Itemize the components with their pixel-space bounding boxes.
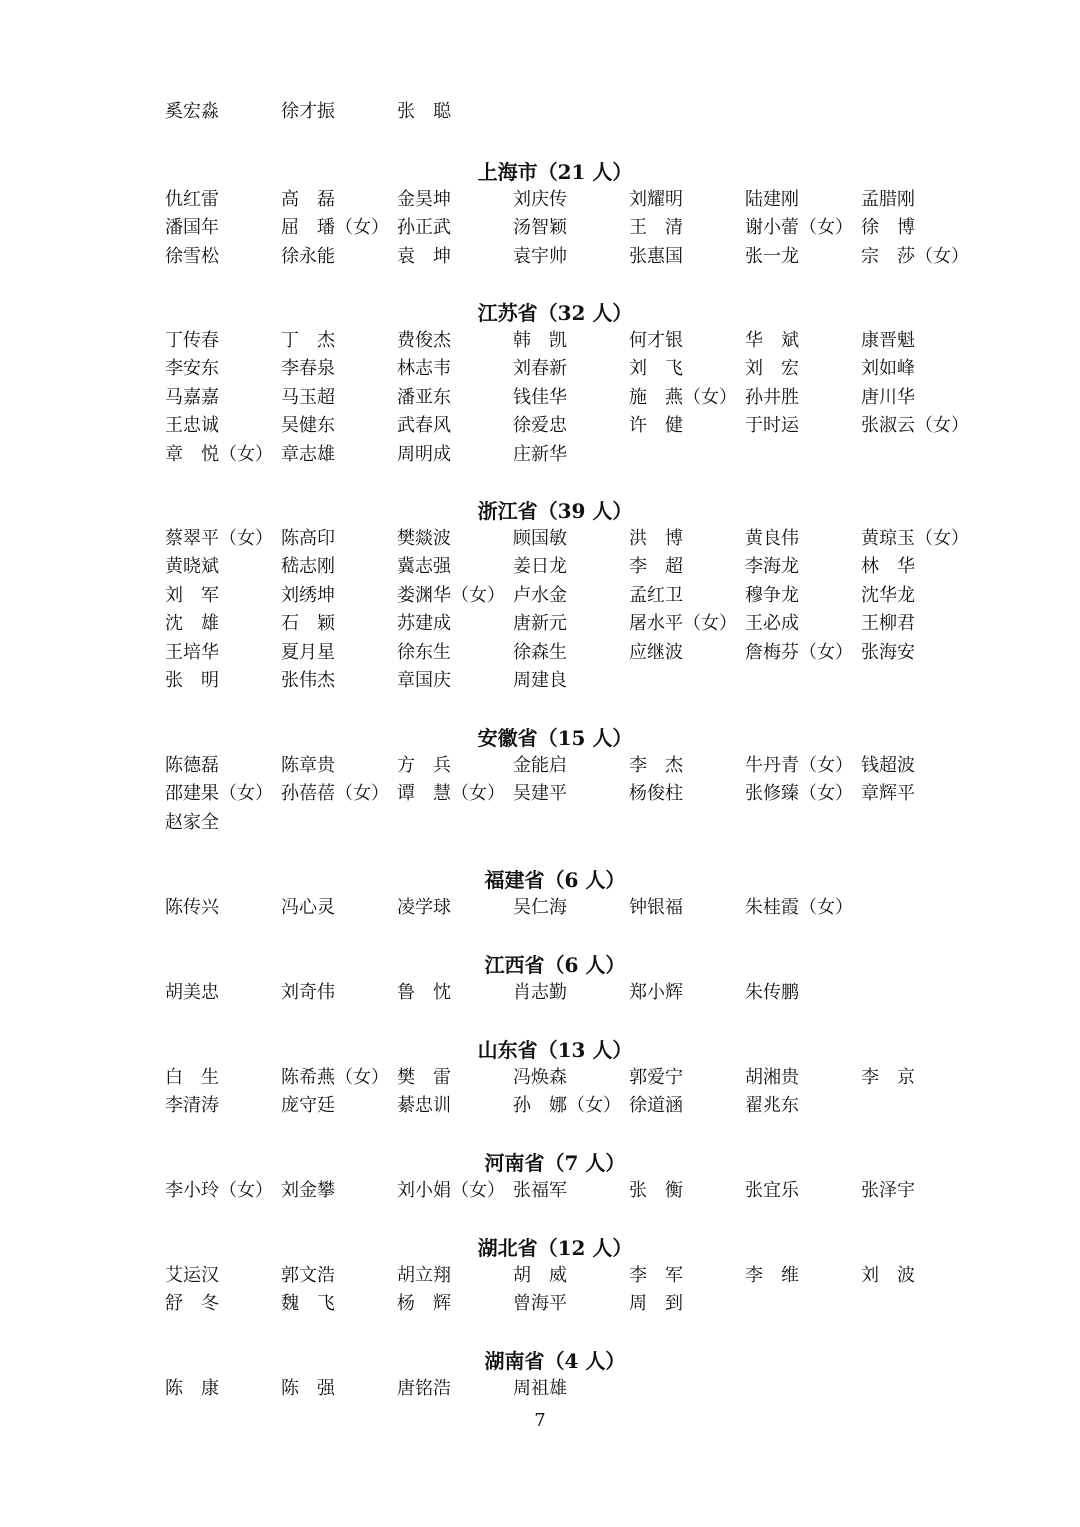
province-section [0, 299, 1080, 469]
person-name: 孙蓓蓓（女） [281, 783, 389, 805]
person-name: 刘小娟（女） [397, 1180, 505, 1201]
person-name: 仇红雷 [165, 189, 219, 210]
person-name: 张 明 [165, 669, 219, 691]
name-row [0, 327, 1080, 355]
province-heading: 浙江省（39 人） [477, 499, 633, 523]
person-name: 钱超波 [861, 755, 915, 776]
person-name: 鲁 忱 [397, 982, 451, 1003]
person-name: 邵建果（女） [165, 783, 273, 805]
person-name: 李 维 [745, 1265, 799, 1286]
person-name: 许 健 [629, 415, 683, 437]
province-heading: 湖南省（4 人） [484, 1349, 626, 1373]
person-name: 孙井胜 [745, 386, 799, 408]
person-name: 樊 雷 [397, 1067, 451, 1088]
person-name: 庞守廷 [281, 1095, 335, 1117]
person-name: 张海安 [861, 641, 915, 663]
person-name: 曾海平 [513, 1293, 567, 1315]
name-row [0, 1290, 1080, 1318]
person-name: 华 斌 [745, 330, 799, 351]
name-row [0, 667, 1080, 695]
person-name: 李 军 [629, 1265, 683, 1286]
person-name: 卢水金 [513, 584, 567, 606]
province-section [0, 158, 1080, 271]
person-name: 夏月星 [281, 641, 335, 663]
person-name: 唐川华 [861, 386, 915, 408]
name-row [0, 639, 1080, 667]
person-name: 康晋魁 [861, 330, 915, 351]
person-name: 吴健东 [281, 415, 335, 437]
name-row [0, 1375, 1080, 1403]
person-name: 袁 坤 [397, 245, 451, 267]
person-name: 朱传鹏 [745, 982, 799, 1003]
person-name: 张 衡 [629, 1180, 683, 1201]
person-name: 章 悦（女） [165, 443, 273, 465]
person-name: 胡立翔 [397, 1265, 451, 1286]
person-name: 穆争龙 [745, 584, 799, 606]
person-name: 陈章贵 [281, 755, 335, 776]
name-row [0, 752, 1080, 780]
person-name: 詹梅芬（女） [745, 641, 853, 663]
person-name: 费俊杰 [397, 330, 451, 351]
name-row [0, 441, 1080, 469]
person-name: 徐爱忠 [513, 415, 567, 437]
name-row [0, 582, 1080, 610]
person-name: 谢小蕾（女） [745, 217, 853, 239]
name-row [0, 1064, 1080, 1092]
person-name: 苏建成 [397, 613, 451, 635]
person-name: 王柳君 [861, 613, 915, 635]
person-name: 潘亚东 [397, 386, 451, 408]
person-name: 周建良 [513, 669, 567, 691]
person-name: 王忠诚 [165, 415, 219, 437]
person-name: 孙正武 [397, 217, 451, 239]
person-name: 杨俊柱 [629, 783, 683, 805]
person-name: 刘金攀 [281, 1180, 335, 1201]
person-name: 金昊坤 [397, 189, 451, 210]
person-name: 黄良伟 [745, 528, 799, 549]
name-row [0, 214, 1080, 242]
person-name: 陈高印 [281, 528, 335, 549]
person-name: 章志雄 [281, 443, 335, 465]
person-name: 舒 冬 [165, 1293, 219, 1315]
person-name: 刘 飞 [629, 358, 683, 380]
province-heading: 山东省（13 人） [477, 1038, 633, 1062]
name-row [0, 384, 1080, 412]
person-name: 周明成 [397, 443, 451, 465]
name-row [0, 355, 1080, 383]
person-name: 翟兆东 [745, 1095, 799, 1117]
person-name: 赵家全 [165, 811, 219, 833]
person-name: 刘春新 [513, 358, 567, 380]
person-name: 刘耀明 [629, 189, 683, 210]
person-name: 章国庆 [397, 669, 451, 691]
person-name: 王培华 [165, 641, 219, 663]
person-name: 汤智颖 [513, 217, 567, 239]
person-name: 陆建刚 [745, 189, 799, 210]
person-name: 牛丹青（女） [745, 755, 853, 776]
person-name: 魏 飞 [281, 1293, 335, 1315]
person-name: 刘如峰 [861, 358, 915, 380]
person-name: 马嘉嘉 [165, 386, 219, 408]
person-name: 凌学球 [397, 897, 451, 918]
person-name: 顾国敏 [513, 528, 567, 549]
person-name: 章辉平 [861, 783, 915, 805]
person-name: 孟腊刚 [861, 189, 915, 210]
province-heading: 福建省（6 人） [484, 868, 626, 892]
person-name: 白 生 [165, 1067, 219, 1088]
person-name: 郭文浩 [281, 1265, 335, 1286]
person-name: 张泽宇 [861, 1180, 915, 1201]
person-name: 屠水平（女） [629, 613, 737, 635]
province-section [0, 866, 1080, 922]
person-name: 潘国年 [165, 217, 219, 239]
person-name: 徐 博 [861, 217, 915, 239]
name-row [0, 809, 1080, 837]
person-name: 陈德磊 [165, 755, 219, 776]
person-name: 冯心灵 [281, 897, 335, 918]
province-heading: 河南省（7 人） [484, 1151, 626, 1175]
person-name: 庄新华 [513, 443, 567, 465]
person-name: 张 聪 [397, 101, 451, 122]
continued-name-list [0, 98, 1080, 126]
person-name: 郭爱宁 [629, 1067, 683, 1088]
person-name: 石 颖 [281, 613, 335, 635]
person-name: 蔡翠平（女） [165, 528, 273, 549]
person-name: 钟银福 [629, 897, 683, 918]
person-name: 袁宇帅 [513, 245, 567, 267]
person-name: 胡美忠 [165, 982, 219, 1003]
person-name: 李 京 [861, 1067, 915, 1088]
person-name: 陈 康 [165, 1378, 219, 1399]
person-name: 丁传春 [165, 330, 219, 351]
person-name: 张福军 [513, 1180, 567, 1201]
person-name: 张伟杰 [281, 669, 335, 691]
person-name: 何才银 [629, 330, 683, 351]
name-row [0, 780, 1080, 808]
person-name: 方 兵 [397, 755, 451, 776]
province-section [0, 1149, 1080, 1205]
person-name: 陈传兴 [165, 897, 219, 918]
person-name: 李海龙 [745, 556, 799, 578]
person-name: 孟红卫 [629, 584, 683, 606]
person-name: 高 磊 [281, 189, 335, 210]
person-name: 孙 娜（女） [513, 1095, 621, 1117]
person-name: 张惠国 [629, 245, 683, 267]
person-name: 韩 凯 [513, 330, 567, 351]
name-row [0, 894, 1080, 922]
person-name: 李春泉 [281, 358, 335, 380]
person-name: 奚宏淼 [165, 101, 219, 122]
person-name: 陈 强 [281, 1378, 335, 1399]
person-name: 刘绣坤 [281, 584, 335, 606]
person-name: 刘奇伟 [281, 982, 335, 1003]
person-name: 姜日龙 [513, 556, 567, 578]
person-name: 杨 辉 [397, 1293, 451, 1315]
person-name: 郑小辉 [629, 982, 683, 1003]
name-row [0, 1177, 1080, 1205]
person-name: 徐才振 [281, 101, 335, 122]
person-name: 吴仁海 [513, 897, 567, 918]
person-name: 黄琼玉（女） [861, 528, 969, 549]
person-name: 嵇志刚 [281, 556, 335, 578]
name-row [0, 553, 1080, 581]
person-name: 于时运 [745, 415, 799, 437]
province-heading: 安徽省（15 人） [477, 726, 633, 750]
person-name: 李小玲（女） [165, 1180, 273, 1201]
person-name: 谭 慧（女） [397, 783, 505, 805]
province-heading: 江苏省（32 人） [477, 301, 633, 325]
name-row [0, 979, 1080, 1007]
province-section [0, 1234, 1080, 1319]
person-name: 刘 波 [861, 1265, 915, 1286]
person-name: 李 超 [629, 556, 683, 578]
person-name: 綦忠训 [397, 1095, 451, 1117]
person-name: 刘庆传 [513, 189, 567, 210]
name-row [0, 412, 1080, 440]
name-row [0, 1092, 1080, 1120]
person-name: 肖志勤 [513, 982, 567, 1003]
person-name: 徐雪松 [165, 245, 219, 267]
person-name: 应继波 [629, 641, 683, 663]
person-name: 林 华 [861, 556, 915, 578]
name-row [0, 186, 1080, 214]
person-name: 胡 威 [513, 1265, 567, 1286]
person-name: 娄渊华（女） [397, 584, 505, 606]
name-row [0, 243, 1080, 271]
person-name: 吴建平 [513, 783, 567, 805]
person-name: 周祖雄 [513, 1378, 567, 1399]
person-name: 冯焕森 [513, 1067, 567, 1088]
person-name: 马玉超 [281, 386, 335, 408]
person-name: 屈 璠（女） [281, 217, 389, 239]
person-name: 李 杰 [629, 755, 683, 776]
province-heading: 上海市（21 人） [477, 160, 633, 184]
person-name: 王必成 [745, 613, 799, 635]
province-section [0, 1347, 1080, 1403]
name-row [0, 1262, 1080, 1290]
person-name: 李安东 [165, 358, 219, 380]
person-name: 张修臻（女） [745, 783, 853, 805]
person-name: 胡湘贵 [745, 1067, 799, 1088]
province-section [0, 951, 1080, 1007]
province-section [0, 1036, 1080, 1121]
person-name: 徐永能 [281, 245, 335, 267]
person-name: 钱佳华 [513, 386, 567, 408]
name-row [0, 525, 1080, 553]
person-name: 徐道涵 [629, 1095, 683, 1117]
province-heading: 江西省（6 人） [484, 953, 626, 977]
person-name: 武春风 [397, 415, 451, 437]
name-row [0, 610, 1080, 638]
person-name: 李清涛 [165, 1095, 219, 1117]
person-name: 陈希燕（女） [281, 1067, 389, 1088]
person-name: 张宜乐 [745, 1180, 799, 1201]
person-name: 刘 军 [165, 584, 219, 606]
person-name: 朱桂霞（女） [745, 897, 853, 918]
person-name: 周 到 [629, 1293, 683, 1315]
person-name: 沈 雄 [165, 613, 219, 635]
person-name: 宗 莎（女） [861, 245, 969, 267]
person-name: 沈华龙 [861, 584, 915, 606]
person-name: 王 清 [629, 217, 683, 239]
person-name: 洪 博 [629, 528, 683, 549]
page-number: 7 [534, 1410, 546, 1431]
person-name: 冀志强 [397, 556, 451, 578]
person-name: 林志韦 [397, 358, 451, 380]
person-name: 张淑云（女） [861, 415, 969, 437]
province-section [0, 497, 1080, 695]
person-name: 艾运汉 [165, 1265, 219, 1286]
province-heading: 湖北省（12 人） [477, 1236, 633, 1260]
person-name: 刘 宏 [745, 358, 799, 380]
person-name: 张一龙 [745, 245, 799, 267]
person-name: 唐新元 [513, 613, 567, 635]
person-name: 金能启 [513, 755, 567, 776]
name-row [0, 98, 1080, 126]
person-name: 唐铭浩 [397, 1378, 451, 1399]
person-name: 施 燕（女） [629, 386, 737, 408]
person-name: 徐森生 [513, 641, 567, 663]
person-name: 樊燚波 [397, 528, 451, 549]
province-section [0, 724, 1080, 837]
person-name: 徐东生 [397, 641, 451, 663]
person-name: 黄晓斌 [165, 556, 219, 578]
person-name: 丁 杰 [281, 330, 335, 351]
